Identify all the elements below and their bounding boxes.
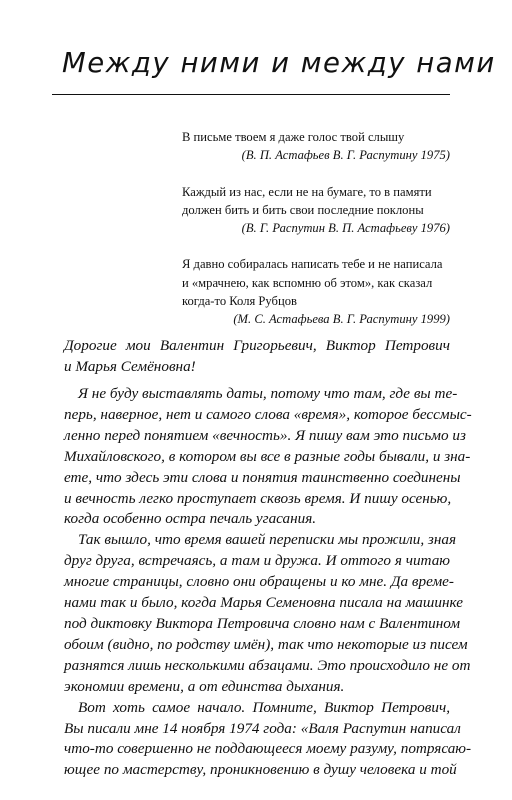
greeting-line: Дорогие мои Валентин Григорьевич, Виктор Петрович: [64, 337, 450, 354]
text-line: ющее по мастерству, проникновению в душу человека и той: [64, 761, 457, 779]
epigraph-source: (М. С. Астафьева В. Г. Распутину 1999): [233, 312, 450, 326]
epigraph: [182, 255, 450, 328]
paragraph: [64, 530, 471, 697]
text-line: Вот хоть самое начало. Помните, Виктор Петрович,: [78, 698, 450, 716]
text-line: и вечность легко проступает сквозь время. И пишу осенью,: [64, 489, 452, 507]
epigraph-line: когда-то Коля Рубцов: [182, 293, 297, 308]
text-line: друг друга, встречаясь, а там и дружа. И оттого я читаю: [64, 552, 450, 570]
epigraph-source: (В. Г. Распутин В. П. Астафьеву 1976): [241, 221, 450, 235]
text-line: Михайловского, в котором вы все в разные годы бывали, и зна-: [64, 447, 471, 465]
epigraph-line: Я давно собиралась написать тебе и не написала: [182, 257, 443, 272]
greeting-line: и Марья Семёновна!: [64, 357, 196, 375]
chapter-title: Между ними и между нами: [62, 47, 496, 79]
paragraph: [64, 698, 472, 782]
text-line: многие страницы, словно они обращены и ко мне. Да време-: [64, 573, 454, 591]
text-line: нами так и было, когда Марья Семеновна писала на машинке: [64, 594, 463, 612]
text-line: ленно перед понятием «вечность». Я пишу вам это письмо из: [64, 426, 466, 444]
title-underline: [52, 94, 450, 95]
text-line: когда особенно остра печаль угасания.: [64, 510, 317, 528]
text-line: ете, что здесь эти слова и понятия таинственно соединены: [64, 468, 461, 486]
epigraph: [182, 183, 450, 238]
text-line: что-то совершенно не поддающееся моему разуму, потрясаю-: [64, 740, 472, 758]
epigraphs: [182, 128, 450, 346]
epigraph-line: Каждый из нас, если не на бумаге, то в памяти: [182, 184, 432, 199]
text-line: разнятся лишь несколькими абзацами. Это происходило не от: [64, 656, 471, 674]
text-line: перь, наверное, нет и самого слова «время», которое бессмыс-: [64, 405, 472, 423]
text-line: экономии времени, а от единства дыхания.: [64, 677, 345, 695]
letter-greeting: [64, 336, 450, 378]
text-line: Так вышло, что время вашей переписки мы прожили, зная: [78, 531, 457, 549]
text-line: Я не буду выставлять даты, потому что там, где вы те-: [78, 385, 458, 402]
letter-body: [64, 384, 472, 781]
epigraph-line: В письме твоем я даже голос твой слышу: [182, 130, 405, 144]
epigraph-line: должен бить и бить свои последние поклоны: [182, 202, 424, 217]
epigraph-line: и «мрачнею, как вспомню об этом», как сказал: [182, 275, 433, 290]
epigraph-source: (В. П. Астафьев В. Г. Распутину 1975): [241, 148, 450, 163]
text-line: Вы писали мне 14 ноября 1974 года: «Валя Распутин написал: [64, 719, 461, 737]
epigraph: [182, 128, 450, 164]
text-line: под диктовку Виктора Петровича словно нам с Валентином: [64, 614, 461, 632]
text-line: обоим (видно, по родству имён), так что некоторые из писем: [64, 635, 468, 653]
paragraph: [64, 384, 472, 530]
